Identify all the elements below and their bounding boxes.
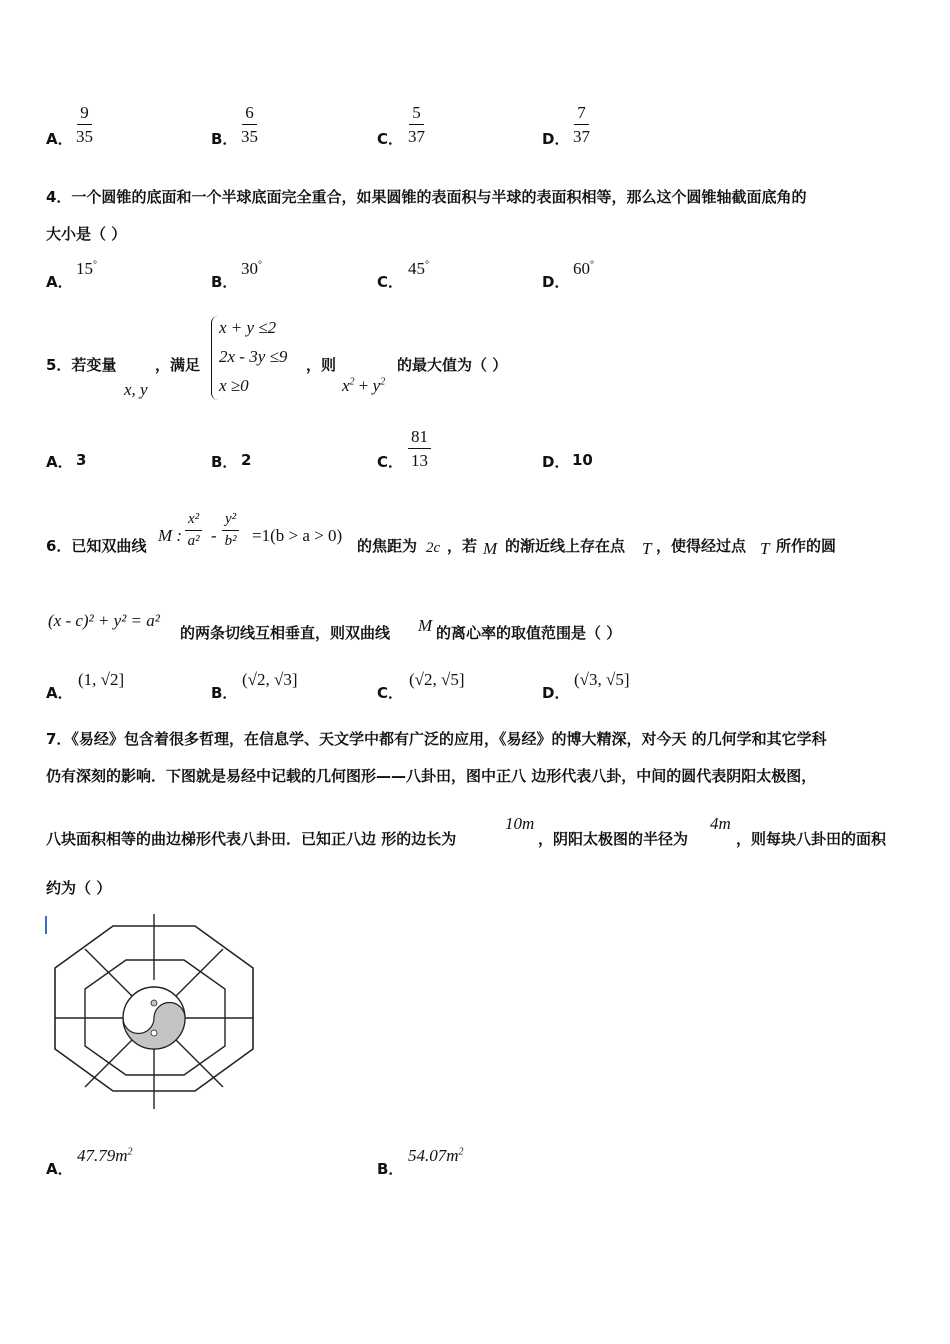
- q6-text3: 的渐近线上存在点: [505, 537, 626, 555]
- q3-option-a-fraction: [76, 104, 93, 145]
- q7-option-b-label: B．: [377, 1160, 404, 1178]
- q3-option-d-den: 37: [573, 127, 590, 146]
- q6-option-d-value: (√3, √5]: [574, 670, 630, 689]
- q3-option-c-num: 5: [409, 104, 424, 125]
- q6-frac2-num: y²: [222, 512, 239, 531]
- q7-option-a-label: A．: [46, 1160, 73, 1178]
- q5-option-b-value: 2: [241, 451, 252, 469]
- q3-option-b-fraction: [241, 104, 258, 145]
- q7-stem-line3a: 八块面积相等的曲边梯形代表八卦田．已知正八边 形的边长为: [46, 830, 457, 848]
- q6-curve-m: M :: [158, 526, 183, 545]
- q3-option-d-num: 7: [574, 104, 589, 125]
- q6-eq-rest: =1(b > a > 0): [252, 526, 343, 545]
- q3-option-d-label: D．: [542, 130, 570, 148]
- q7-stem-line1: 7．《易经》包含着很多哲理，在信息学、天文学中都有广泛的应用，《易经》的博大精深，对今天 的几何学和其它学科: [46, 730, 827, 748]
- q6-t: T: [642, 539, 652, 558]
- q6-circle-eq: (x - c)² + y² = a²: [48, 611, 160, 630]
- q6-text1: 的焦距为: [357, 537, 418, 555]
- q6-frac1-den: a²: [187, 533, 200, 549]
- q6-frac1: [185, 512, 202, 549]
- q6-text4: ，使得经过点: [656, 537, 747, 555]
- q4-option-a-value: 15°: [76, 259, 97, 278]
- q6-option-a-label: A．: [46, 684, 73, 702]
- q7-stem-line4: 约为（ ）: [46, 879, 112, 897]
- q3-option-a-num: 9: [77, 104, 92, 125]
- q5-option-c-num: 81: [408, 428, 431, 449]
- q4-option-c-label: C．: [377, 273, 404, 291]
- q7-radius: 4m: [710, 814, 731, 833]
- q5-mid: ，满足: [155, 356, 201, 374]
- q5-sys-line2: 2x - 3y ≤9: [219, 347, 288, 366]
- q6-text2: ，若: [447, 537, 478, 555]
- q6-option-d-label: D．: [542, 684, 570, 702]
- q5-option-a-value: 3: [76, 451, 87, 469]
- q6-frac2-den: b²: [224, 533, 237, 549]
- q3-option-c-label: C．: [377, 130, 404, 148]
- q6-prefix: 6．已知双曲线: [46, 537, 147, 555]
- q3-option-c-den: 37: [408, 127, 425, 146]
- q5-expression: $x^2 + y^2$: [342, 376, 386, 395]
- q5-option-c-den: 13: [411, 451, 428, 470]
- q6-m2: M: [418, 616, 433, 635]
- q7-option-a-value: $47.79m^2$: [77, 1146, 133, 1165]
- q7-stem-line3b: ，阴阳太极图的半径为: [538, 830, 689, 848]
- q6-frac2: [222, 512, 239, 549]
- q5-option-c-label: C．: [377, 453, 404, 471]
- q6-option-a-value: (1, √2]: [78, 670, 125, 689]
- q6-line2-text2: 的离心率的取值范围是（ ）: [436, 624, 622, 642]
- q3-option-a-den: 35: [76, 127, 93, 146]
- q6-option-b-value: (√2, √3]: [242, 670, 298, 689]
- q3-option-b-den: 35: [241, 127, 258, 146]
- q4-option-a-label: A．: [46, 273, 73, 291]
- q3-option-a-label: A．: [46, 130, 73, 148]
- q4-option-b-label: B．: [211, 273, 238, 291]
- q5-option-b-label: B．: [211, 453, 238, 471]
- q5-vars: x, y: [124, 380, 148, 399]
- q5-sys-line3: x ≥0: [219, 376, 249, 395]
- q5-option-d-label: D．: [542, 453, 570, 471]
- q7-side: 10m: [505, 814, 535, 833]
- q7-option-b-value: $54.07m^2$: [408, 1146, 464, 1165]
- q3-option-b-num: 6: [242, 104, 257, 125]
- q5-suffix: 的最大值为（ ）: [397, 356, 508, 374]
- q5-system-brace: [211, 316, 218, 400]
- q6-option-b-label: B．: [211, 684, 238, 702]
- q4-option-c-value: 45°: [408, 259, 429, 278]
- q5-option-a-label: A．: [46, 453, 73, 471]
- q6-minus: -: [211, 526, 217, 545]
- q5-prefix: 5．若变量: [46, 356, 117, 374]
- q4-stem-line2: 大小是（ ）: [46, 225, 127, 243]
- q6-frac1-num: x²: [185, 512, 202, 531]
- q5-option-c-fraction: [408, 428, 431, 469]
- q6-text5: 所作的圆: [776, 537, 837, 555]
- q7-stem-line3c: ，则每块八卦田的面积: [736, 830, 887, 848]
- q6-line2-text: 的两条切线互相垂直，则双曲线: [180, 624, 391, 642]
- q6-option-c-label: C．: [377, 684, 404, 702]
- q4-option-d-value: 60°: [573, 259, 594, 278]
- q5-option-d-value: 10: [572, 451, 593, 469]
- q6-focal: 2c: [426, 540, 441, 556]
- yin-yang-icon: [123, 987, 185, 1049]
- q6-m: M: [483, 539, 498, 558]
- q4-option-d-label: D．: [542, 273, 570, 291]
- q4-stem-line1: 4．一个圆锥的底面和一个半球底面完全重合，如果圆锥的表面积与半球的表面积相等，那么这个圆锥轴截面底角的: [46, 188, 807, 206]
- q3-option-b-label: B．: [211, 130, 238, 148]
- q6-t2: T: [760, 539, 770, 558]
- q4-option-b-value: 30°: [241, 259, 262, 278]
- q7-stem-line2: 仍有深刻的影响．下图就是易经中记载的几何图形——八卦田，图中正八 边形代表八卦，中间的圆代表阴阳太极图，: [46, 767, 817, 785]
- bagua-octagon-figure: [44, 912, 266, 1124]
- q3-option-c-fraction: [408, 104, 425, 145]
- q5-then: ，则: [306, 356, 337, 374]
- q3-option-d-fraction: [573, 104, 590, 145]
- q5-sys-line1: x + y ≤2: [219, 318, 277, 337]
- q6-option-c-value: (√2, √5]: [409, 670, 465, 689]
